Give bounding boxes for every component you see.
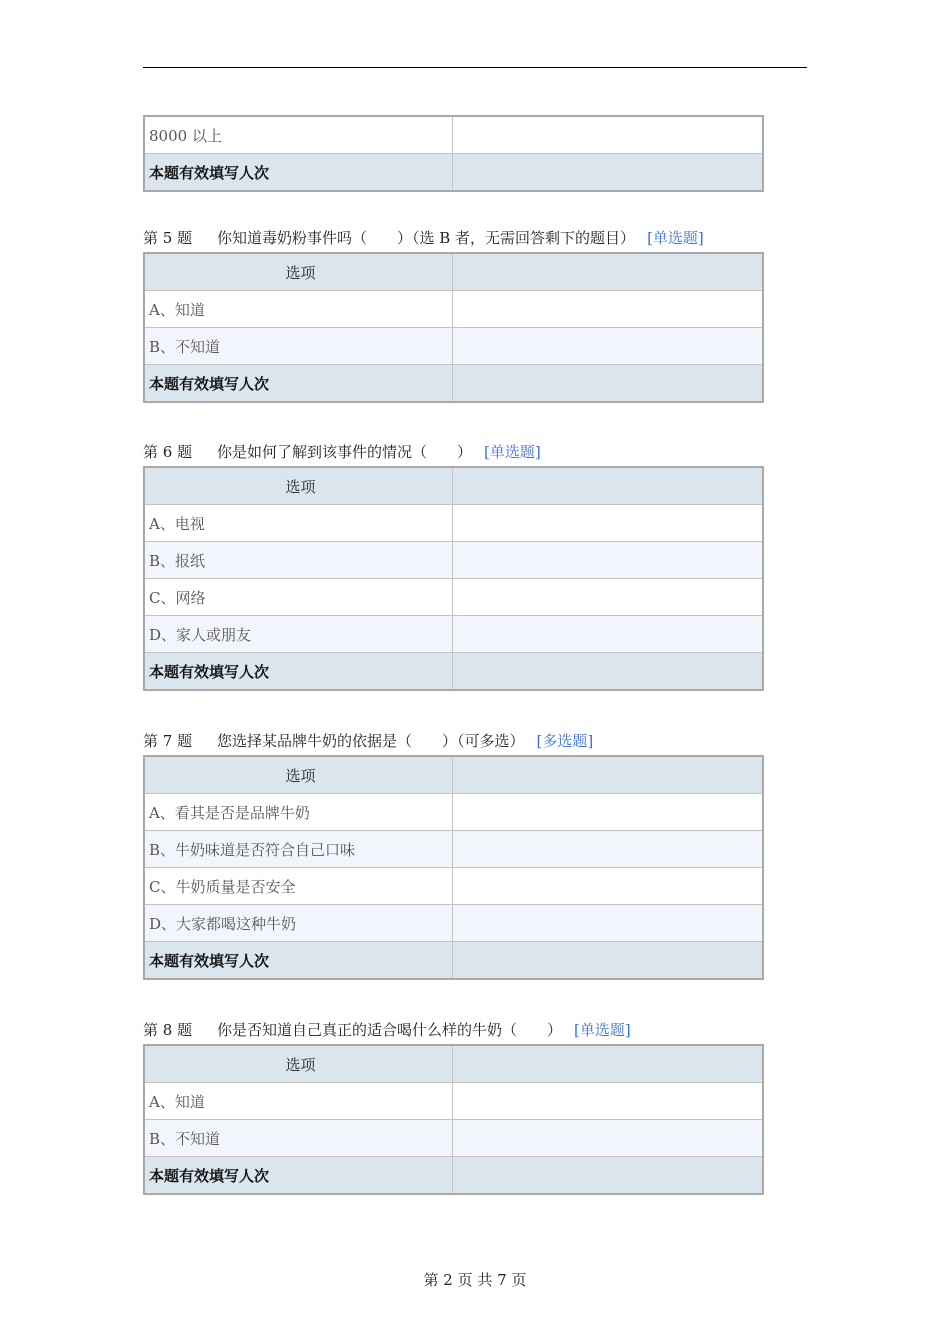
option-label: 8000 以上 bbox=[144, 116, 453, 154]
table-row bbox=[144, 905, 763, 942]
question-6-table bbox=[143, 466, 764, 691]
table-total-row bbox=[144, 942, 763, 980]
total-label: 本题有效填写人次 bbox=[144, 365, 453, 403]
option-value bbox=[453, 831, 764, 868]
option-label: B、不知道 bbox=[144, 328, 453, 365]
option-label: C、牛奶质量是否安全 bbox=[144, 868, 453, 905]
option-label: D、大家都喝这种牛奶 bbox=[144, 905, 453, 942]
option-value bbox=[453, 868, 764, 905]
total-value bbox=[453, 942, 764, 980]
question-type-link[interactable]: [单选题] bbox=[484, 443, 541, 461]
table-header-row bbox=[144, 467, 763, 505]
header-rule bbox=[143, 67, 807, 68]
header-value bbox=[453, 253, 764, 291]
option-value bbox=[453, 1083, 764, 1120]
header-option: 选项 bbox=[144, 253, 453, 291]
page-footer: 第 2 页 共 7 页 bbox=[423, 1271, 527, 1289]
table-row bbox=[144, 505, 763, 542]
table-header-row bbox=[144, 1045, 763, 1083]
table-total-row bbox=[144, 1157, 763, 1195]
table-row bbox=[144, 116, 763, 154]
table-header-row bbox=[144, 756, 763, 794]
question-number: 第 6 题 bbox=[143, 443, 193, 461]
header-value bbox=[453, 467, 764, 505]
total-value bbox=[453, 1157, 764, 1195]
total-value bbox=[453, 653, 764, 691]
option-value bbox=[453, 116, 764, 154]
question-text: 你知道毒奶粉事件吗（ ）（选 B 者，无需回答剩下的题目） bbox=[217, 229, 636, 247]
question-type-link[interactable]: [单选题] bbox=[574, 1021, 631, 1039]
total-value bbox=[453, 365, 764, 403]
option-label: B、报纸 bbox=[144, 542, 453, 579]
question-text: 你是如何了解到该事件的情况（ ） bbox=[217, 443, 473, 461]
total-value bbox=[453, 154, 764, 192]
table-row bbox=[144, 328, 763, 365]
option-label: A、知道 bbox=[144, 1083, 453, 1120]
table-row bbox=[144, 1083, 763, 1120]
question-type-link[interactable]: [多选题] bbox=[536, 732, 594, 750]
header-option: 选项 bbox=[144, 756, 453, 794]
header-value bbox=[453, 756, 764, 794]
question-title bbox=[143, 1018, 631, 1042]
total-label: 本题有效填写人次 bbox=[144, 1157, 453, 1195]
option-value bbox=[453, 579, 764, 616]
question-number: 第 8 题 bbox=[143, 1021, 193, 1039]
table-row bbox=[144, 1120, 763, 1157]
table-row bbox=[144, 794, 763, 831]
question-title bbox=[143, 226, 704, 250]
table-row bbox=[144, 579, 763, 616]
question-type-link[interactable]: [单选题] bbox=[647, 229, 704, 247]
option-label: A、看其是否是品牌牛奶 bbox=[144, 794, 453, 831]
question-number: 第 5 题 bbox=[143, 229, 193, 247]
table-row bbox=[144, 616, 763, 653]
prev-question-table bbox=[143, 115, 764, 192]
total-label: 本题有效填写人次 bbox=[144, 942, 453, 980]
option-label: A、知道 bbox=[144, 291, 453, 328]
question-number: 第 7 题 bbox=[143, 732, 193, 750]
option-value bbox=[453, 905, 764, 942]
question-title bbox=[143, 729, 593, 753]
question-7-table bbox=[143, 755, 764, 980]
option-value bbox=[453, 794, 764, 831]
table-row bbox=[144, 542, 763, 579]
table-total-row bbox=[144, 653, 763, 691]
option-value bbox=[453, 616, 764, 653]
option-label: D、家人或朋友 bbox=[144, 616, 453, 653]
table-row bbox=[144, 868, 763, 905]
question-8-table bbox=[143, 1044, 764, 1195]
option-value bbox=[453, 328, 764, 365]
total-label: 本题有效填写人次 bbox=[144, 154, 453, 192]
table-header-row bbox=[144, 253, 763, 291]
option-value bbox=[453, 291, 764, 328]
table-total-row bbox=[144, 154, 763, 192]
option-label: C、网络 bbox=[144, 579, 453, 616]
header-value bbox=[453, 1045, 764, 1083]
question-text: 你是否知道自己真正的适合喝什么样的牛奶（ ） bbox=[217, 1021, 563, 1039]
header-option: 选项 bbox=[144, 467, 453, 505]
option-value bbox=[453, 1120, 764, 1157]
total-label: 本题有效填写人次 bbox=[144, 653, 453, 691]
option-label: B、牛奶味道是否符合自己口味 bbox=[144, 831, 453, 868]
option-label: B、不知道 bbox=[144, 1120, 453, 1157]
question-5-table bbox=[143, 252, 764, 403]
table-row bbox=[144, 831, 763, 868]
table-row bbox=[144, 291, 763, 328]
question-text: 您选择某品牌牛奶的依据是（ ）（可多选） bbox=[217, 732, 525, 750]
table-total-row bbox=[144, 365, 763, 403]
question-title bbox=[143, 440, 541, 464]
header-option: 选项 bbox=[144, 1045, 453, 1083]
option-value bbox=[453, 505, 764, 542]
option-value bbox=[453, 542, 764, 579]
option-label: A、电视 bbox=[144, 505, 453, 542]
